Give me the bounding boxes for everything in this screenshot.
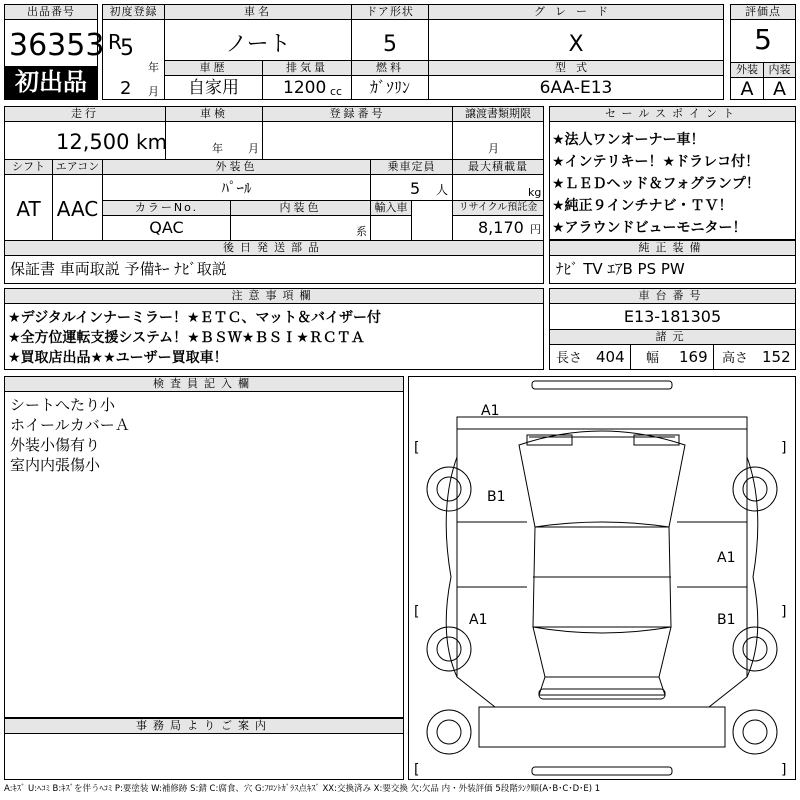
color-no-header: カラーNo. [103,201,230,216]
car-diagram-svg [409,377,795,779]
history: 自家用 [188,78,239,98]
ac: AAC [56,197,99,221]
load-unit: kg [528,186,542,199]
displacement-unit: cc [330,85,343,98]
bracket: [ [414,440,420,456]
interior-suffix: 系 [356,225,367,238]
caution-header: 注意事項欄 [5,289,543,304]
bracket: [ [414,604,420,620]
caution-line: ★全方位運転支援システム！★ＢＳＷ★ＢＳＩ★ＲＣＴＡ [8,330,365,346]
specs-header: 諸元 [550,330,795,345]
first-listing-label: 初出品 [15,68,87,96]
year-unit: 年 [148,61,159,74]
later-parts-header: 後日発送部品 [5,241,543,256]
grade-header: グレード [429,5,723,20]
displacement: 1200 [283,78,327,98]
int-header: 内装 [764,63,795,78]
sales-point-line: ★純正９インチナビ・ＴＶ！ [552,198,733,214]
score-header: 評価点 [731,5,795,20]
car-name: ノート [225,32,291,57]
damage-mark-a1-left-rear: A1 [469,612,488,628]
inspector-header: 検査員記入欄 [5,377,403,392]
sales-point-line: ★法人ワンオーナー車！ [552,132,705,148]
seats: 5 [410,179,421,198]
recycle-unit: 円 [530,223,541,236]
equipment: ﾅﾋﾞ TV ｴｱB PS PW [556,260,685,278]
chassis-header: 車台番号 [550,289,795,304]
door: 5 [383,32,397,57]
fuel-header: 燃料 [352,61,428,76]
interior-color-header: 内装色 [231,201,370,216]
inspection-header: 車検 [166,107,262,122]
chassis-number: E13-181305 [623,307,722,326]
door-header: ドア形状 [352,5,428,20]
transfer-month-unit: 月 [488,142,499,155]
damage-mark-b1-left: B1 [487,489,506,505]
month: 2 [120,78,132,99]
office-header: 事務局よりご案内 [5,719,403,734]
inspector-lines [10,395,400,475]
recycle: 8,170 [478,218,524,237]
car-name-header: 車名 [165,5,351,20]
car-diagram [408,376,796,780]
ac-header: エアコン [53,160,102,175]
sales-point-line: ★インテリキー！★ドラレコ付！ [552,154,760,170]
shift: AT [16,197,41,221]
int-grade: A [773,78,786,100]
legend: A:ｷｽﾞ U:ﾍｺﾐ B:ｷｽﾞを伴うﾍｺﾐ P:要塗装 W:補修跡 S:錆 C:腐食、穴 G:ﾌﾛﾝﾄｶﾞﾗｽ点ｷｽﾞ XX:交換済み X:要交換 欠:欠品 内・外装評価 5段階ﾗﾝｸ順(A･B･C･D･E) 1 [4,784,601,794]
ext-grade: A [740,78,754,100]
model: 6AA-E13 [539,78,613,98]
recycle-header: リサイクル預託金 [453,201,543,216]
ext-header: 外装 [731,63,763,78]
width-label: 幅 [646,351,660,366]
caution-lines [8,308,542,368]
reg-no-header: 登録番号 [263,107,452,122]
inspector-line: 室内内張傷小 [10,456,101,474]
load-header: 最大積載量 [453,160,543,175]
mileage: 12,500 [56,130,130,154]
transfer-header: 譲渡書類期限 [453,107,543,122]
inspector-line: 外装小傷有り [10,436,101,454]
model-header: 型式 [429,61,723,76]
inspector-line: シートへたり小 [10,396,116,414]
caution-line: ★買取店出品★★ユーザー買取車！ [8,350,228,366]
shift-header: シフト [5,160,52,175]
import-header: 輸入車 [371,201,411,216]
inspection-month-unit: 月 [248,142,259,155]
history-header: 車歴 [165,61,262,76]
era: R [108,30,122,54]
bracket: [ [414,762,420,778]
color-no: QAC [149,218,184,237]
damage-mark-b1-right-rear: B1 [717,612,736,628]
seats-header: 乗車定員 [371,160,452,175]
height-label: 高さ [722,351,749,366]
bracket: ] [781,762,787,778]
lot-number-header: 出品番号 [5,5,97,20]
sales-point-header: セールスポイント [550,107,795,122]
damage-mark-a1-right: A1 [717,550,736,566]
caution-line: ★デジタルインナーミラー！★ＥＴＣ、マット＆バイザー付 [8,310,382,326]
year: 5 [120,36,134,61]
grade: X [568,32,584,57]
bracket: ] [781,604,787,620]
displacement-header: 排気量 [263,61,351,76]
inspection-year-unit: 年 [212,142,223,155]
month-unit: 月 [148,85,159,98]
color: ﾊﾟｰﾙ [221,179,252,197]
score: 5 [754,23,772,56]
equipment-header: 純正装備 [550,241,795,256]
length-label: 長さ [556,351,583,366]
bracket: ] [781,440,787,456]
sales-point-line: ★アラウンドビューモニター！ [552,220,747,236]
later-parts: 保証書 車両取説 予備ｷｰ ﾅﾋﾞ取説 [10,260,227,278]
mileage-header: 走行 [5,107,165,122]
sales-point-line: ★ＬＥＤヘッド＆フォグランプ！ [552,176,760,192]
seats-unit: 人 [436,183,449,197]
length: 404 [596,348,625,366]
color-header: 外装色 [103,160,370,175]
sales-point-lines [552,129,795,239]
height: 152 [762,348,791,366]
lot-number: 36353 [9,28,105,63]
damage-mark-a1-front: A1 [481,403,500,419]
first-reg-header: 初度登録 [103,5,164,20]
fuel: ｶﾞｿﾘﾝ [369,78,410,97]
inspector-line: ホイールカバーＡ [10,416,130,434]
width: 169 [679,348,708,366]
mileage-unit: km [136,130,168,154]
